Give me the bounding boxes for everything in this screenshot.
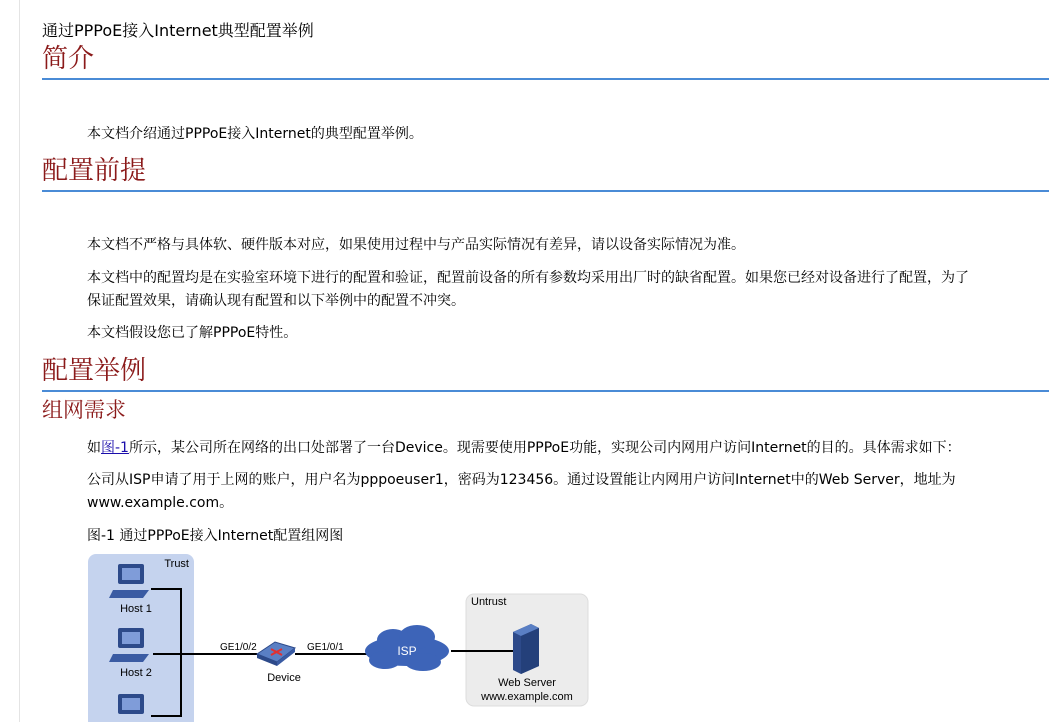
web-server-icon [513, 624, 539, 674]
iface-left-label: GE1/0/2 [220, 642, 257, 653]
heading-rule [42, 78, 1049, 80]
paragraph: 本文档不严格与具体软、硬件版本对应，如果使用过程中与产品实际情况有差异，请以设备实际情况为准。 [87, 237, 745, 253]
device-label: Device [267, 672, 301, 684]
paragraph-line: 本文档中的配置均是在实验室环境下进行的配置和验证，配置前设备的所有参数均采用出厂时的缺省配置。如果您已经对设备进行了配置，为了 [87, 270, 969, 286]
trust-label: Trust [164, 558, 189, 570]
host-1-label: Host 1 [120, 603, 152, 615]
paragraph-line: 保证配置效果，请确认现有配置和以下举例中的配置不冲突。 [87, 293, 465, 309]
document-title: 通过PPPoE接入Internet典型配置举例 [42, 21, 314, 40]
heading-example: 配置举例 [42, 356, 147, 386]
untrust-label: Untrust [471, 596, 507, 608]
paragraph: 如图-1所示，某公司所在网络的出口处部署了一台Device。现需要使用PPPoE功能，实现公司内网用户访问Internet的目的。具体需求如下： [87, 440, 961, 456]
paragraph: 本文档假设您已了解PPPoE特性。 [87, 325, 298, 341]
web-server-url: www.example.com [481, 691, 573, 703]
device-icon [257, 642, 295, 666]
paragraph: 本文档介绍通过PPPoE接入Internet的典型配置举例。 [87, 126, 423, 142]
web-server-label: Web Server [498, 677, 556, 689]
figure-caption: 图-1 通过PPPoE接入Internet配置组网图 [87, 528, 344, 544]
heading-rule [42, 390, 1049, 392]
host-3-icon [118, 694, 144, 714]
left-margin-rule [19, 0, 20, 722]
subheading-network-requirements: 组网需求 [42, 398, 126, 422]
heading-rule [42, 190, 1049, 192]
iface-right-label: GE1/0/1 [307, 642, 344, 653]
paragraph-line: www.example.com。 [87, 495, 234, 511]
host-2-label: Host 2 [120, 667, 152, 679]
heading-prereq: 配置前提 [42, 156, 147, 186]
network-diagram [85, 552, 595, 722]
figure-link[interactable]: 图-1 [101, 440, 129, 456]
heading-intro: 简介 [42, 44, 95, 74]
paragraph-line: 公司从ISP申请了用于上网的账户，用户名为pppoeuser1，密码为123456。通过设置能让内网用户访问Internet中的Web Server，地址为 [87, 472, 956, 488]
isp-label: ISP [397, 644, 417, 658]
